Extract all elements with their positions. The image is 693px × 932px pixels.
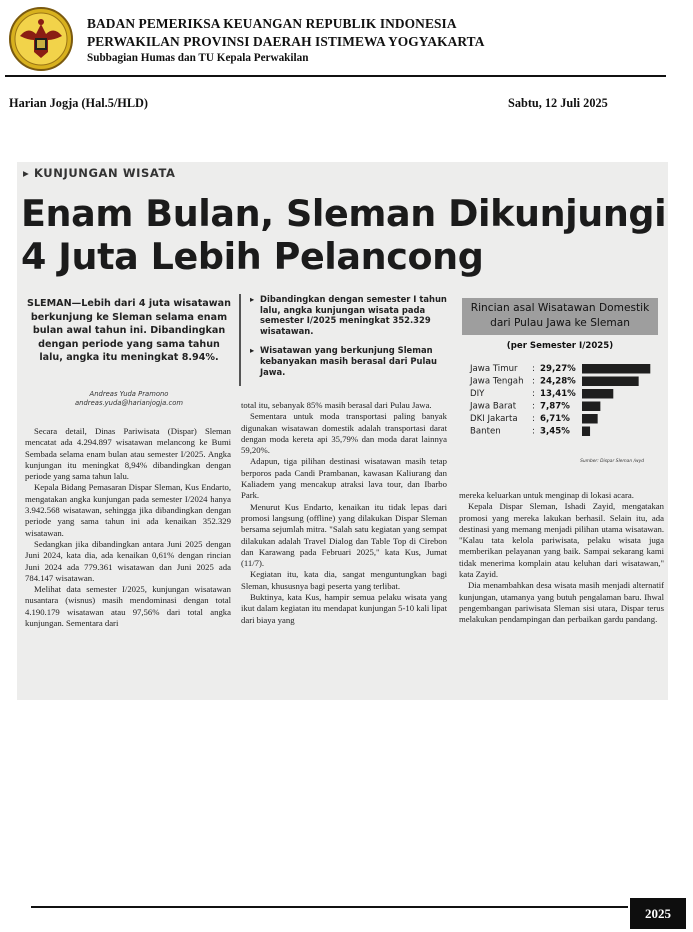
chart-value-label: 3,45%: [540, 426, 570, 437]
byline-name: Andreas Yuda Pramono: [89, 390, 169, 398]
paragraph: Sementara untuk moda transportasi paling banyak digunakan wisatawan domestik adalah transportasi darat dengan moda kereta api 35,79% dan moda darat lainnya 59,20%.: [241, 411, 447, 456]
chart-separator: :: [532, 389, 535, 399]
chart-separator: :: [532, 414, 535, 424]
paragraph: Kepala Dispar Sleman, Ishadi Zayid, mengatakan promosi yang mereka lakukan berhasil. Selain itu, ada destinasi yang memang menjadi pilihan utama wisatawan. "Kalau tata kelola pariwisata, pelaku wisata juga memberikan pelayanan yang baik. Sampai sekarang kami tidak menerima komplain atau keluhan dari wisatawan," kata Zayid.: [459, 501, 664, 580]
chart-category-label: Jawa Timur: [470, 364, 518, 374]
chart-value-label: 6,71%: [540, 414, 570, 424]
letterhead: [6, 6, 687, 74]
chart-title: Rincian asal Wisatawan Domestik dari Pulau Jawa ke Sleman: [462, 298, 658, 335]
chart-separator: :: [532, 376, 535, 387]
subdivision: Subbagian Humas dan TU Kepala Perwakilan: [87, 52, 309, 64]
chart-category-label: Banten: [470, 426, 501, 437]
chart-separator: :: [532, 364, 535, 374]
organization-name: BADAN PEMERIKSA KEUANGAN REPUBLIK INDONESIA: [87, 16, 457, 31]
paragraph: Adapun, tiga pilihan destinasi wisatawan masih tetap berporos pada Candi Prambanan, kawasan Kaliurang dan Kaliadem yang mencakup atraksi lava tour, dan Ibarbo Park.: [241, 456, 447, 501]
article-lead: SLEMAN—Lebih dari 4 juta wisatawan berkunjung ke Sleman selama enam bulan awal tahun ini. Dibandingkan dengan periode yang sama tahun lalu, angka itu meningkat 8.94%.: [27, 298, 231, 363]
paragraph: Kegiatan itu, kata dia, sangat menguntungkan bagi Sleman, khususnya bagi peserta yang terlibat.: [241, 569, 447, 591]
article-column-2: [241, 400, 447, 626]
bar-chart: [462, 359, 658, 443]
chart-category-label: Jawa Barat: [470, 401, 517, 412]
article-headline: [21, 192, 666, 278]
chart-bar: [582, 427, 590, 437]
chart-value-label: 7,87%: [540, 401, 570, 412]
highlights-box: [239, 294, 454, 386]
paragraph: Dia menambahkan desa wisata masih menjadi alternatif kunjungan, utamanya yang butuh pengalaman baru. Ihwal pengembangan pariwisata Sleman sisi utara, Dispar terus melakukan pendampingan dan perbaikan gardu pandang.: [459, 580, 664, 625]
article-column-1: [25, 426, 231, 629]
chart-separator: :: [532, 426, 535, 437]
infographic-chart: [462, 298, 658, 464]
chart-source: Sumber: Dispar Sleman /wyd: [580, 459, 644, 464]
publication-source: Harian Jogja (Hal.5/HLD): [9, 96, 149, 110]
chart-value-label: 24,28%: [540, 376, 576, 387]
paragraph: Melihat data semester I/2025, kunjungan wisatawan nusantara (wisnus) masih mendominasi dengan total 4.190.179 wisatawan atau 97,56% dari total angka kunjungan. Sementara dari: [25, 584, 231, 629]
chart-bar: [582, 364, 650, 374]
newspaper-clipping: [17, 162, 668, 700]
headline-line-2: 4 Juta Lebih Pelancong: [21, 235, 484, 278]
article-rubric: ▸ KUNJUNGAN WISATA: [23, 166, 176, 180]
chart-category-label: Jawa Tengah: [470, 376, 524, 387]
paragraph: Kepala Bidang Pemasaran Dispar Sleman, Kus Endarto, mengatakan angka kunjungan pada semester I/2024 hanya 3.942.568 wisatawan, sehingga jika dibandingkan dengan periode yang sama tahun ini ada kenaikan 352.329 wisatawan.: [25, 482, 231, 538]
publication-date: Sabtu, 12 Juli 2025: [508, 96, 608, 110]
chart-value-label: 29,27%: [540, 364, 576, 374]
chart-separator: :: [532, 401, 535, 412]
chart-bar: [582, 377, 639, 387]
regional-office: PERWAKILAN PROVINSI DAERAH ISTIMEWA YOGYAKARTA: [87, 34, 485, 49]
header-divider: [5, 75, 666, 77]
chart-bar: [582, 389, 613, 399]
chart-category-label: DKI Jakarta: [470, 414, 518, 424]
highlight-item: ▸ Dibandingkan dengan semester I tahun lalu, angka kunjungan wisata pada semester I/2025 meningkat 352.329 wisatawan.: [250, 294, 454, 336]
headline-line-1: Enam Bulan, Sleman Dikunjungi: [21, 192, 667, 235]
garuda-emblem-icon: [8, 6, 74, 72]
organization-block: [87, 15, 485, 66]
article-column-3: [459, 490, 664, 626]
chart-category-label: DIY: [470, 389, 485, 399]
byline-email: andreas.yuda@harianjogja.com: [75, 399, 183, 407]
chart-bar: [582, 402, 600, 412]
chart-bar: [582, 414, 598, 424]
paragraph: total itu, sebanyak 85% masih berasal dari Pulau Jawa.: [241, 400, 432, 410]
paragraph: Sedangkan jika dibandingkan antara Juni 2025 dengan Juni 2024, kata dia, ada kenaikan 0,61% dengan rincian Juni 2024 ada 779.361 wisatawan dan Juni 2025 ada 784.147 wisatawan.: [25, 538, 231, 583]
article-byline: [25, 390, 233, 408]
chart-subtitle: (per Semester I/2025): [506, 341, 614, 351]
paragraph: Menurut Kus Endarto, kenaikan itu tidak lepas dari promosi langsung (offline) yang dilakukan Dispar Sleman bersama sejumlah mitra. "Salah satu kegiatan yang sempat dilakukan adalah Travel Dialog dan Table Top di Cirebon dan Karawang pada Februari 2025," kata Kus, Jumat (11/7).: [241, 501, 447, 569]
year-badge: 2025: [630, 898, 686, 929]
footer-divider: [31, 906, 628, 908]
paragraph: mereka keluarkan untuk menginap di lokasi acara.: [459, 490, 634, 500]
paragraph: Secara detail, Dinas Pariwisata (Dispar) Sleman mencatat ada 4.294.897 wisatawan melancong ke Bumi Sembada selama enam bulan atau semester I/2025. Angka kunjungan itu meningkat 8,94% dibandingkan dengan periode yang sama tahun lalu.: [25, 426, 231, 482]
highlight-item: ▸ Wisatawan yang berkunjung Sleman kebanyakan masih berasal dari Pulau Jawa.: [250, 345, 454, 377]
chart-value-label: 13,41%: [540, 389, 576, 399]
paragraph: Buktinya, kata Kus, hampir semua pelaku wisata yang ikut dalam kegiatan itu mendapat kunjungan 5-10 kali lipat dari biaya yang: [241, 592, 447, 625]
